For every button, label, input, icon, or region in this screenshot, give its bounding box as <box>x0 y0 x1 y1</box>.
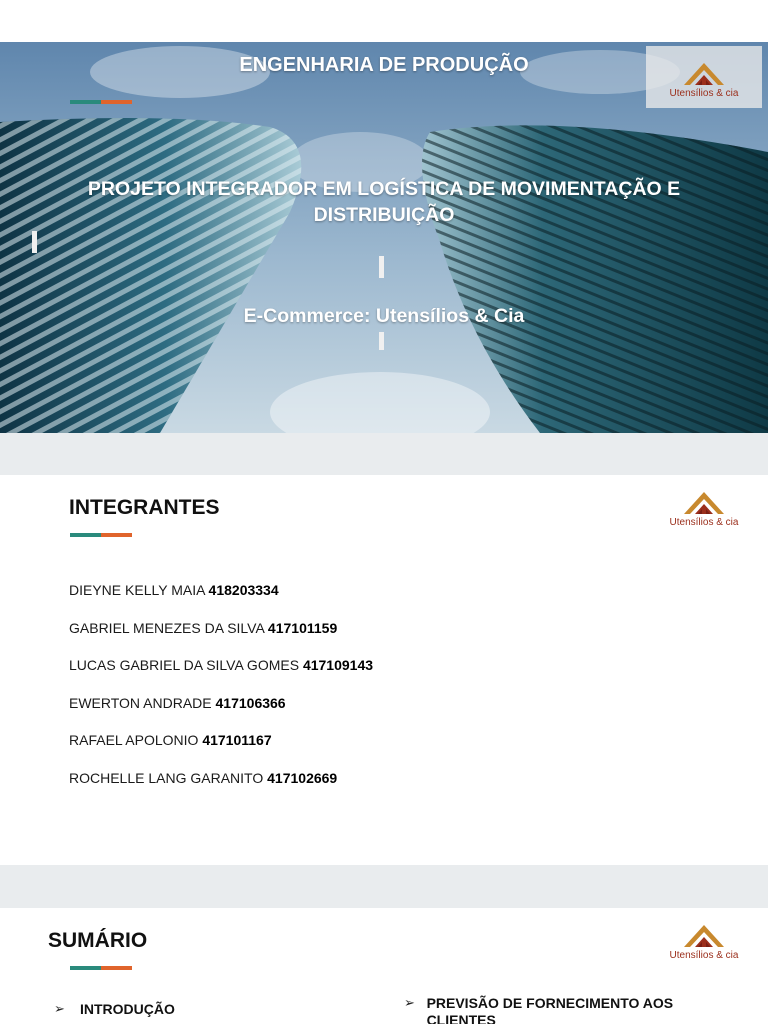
top-margin <box>0 0 768 42</box>
logo-text: Utensílios & cia <box>669 517 739 528</box>
member-name: ROCHELLE LANG GARANITO <box>69 769 264 786</box>
summary-slide <box>0 908 768 1024</box>
roof-logo-icon <box>682 60 726 86</box>
member-id: 417109143 <box>302 657 374 674</box>
decor-tick <box>379 332 384 350</box>
roof-logo-icon <box>682 489 726 515</box>
member-name: GABRIEL MENEZES DA SILVA <box>69 619 265 636</box>
member-name: RAFAEL APOLONIO <box>69 732 199 749</box>
cover-slide <box>0 42 768 433</box>
list-item <box>69 582 373 620</box>
company-logo <box>646 46 762 108</box>
list-item <box>69 770 373 808</box>
roof-logo-icon <box>682 922 726 948</box>
toc-item-introducao[interactable] <box>54 1001 175 1018</box>
member-id: 417102669 <box>267 769 338 786</box>
members-list <box>69 582 373 808</box>
toc-label: INTRODUÇÃO <box>80 1001 175 1017</box>
project-title: PROJETO INTEGRADOR EM LOGÍSTICA DE MOVIMENTAÇÃO E DISTRIBUIÇÃO <box>87 178 681 226</box>
toc-item-previsao[interactable] <box>404 995 704 1024</box>
members-heading: INTEGRANTES <box>69 496 220 519</box>
company-logo <box>646 475 762 537</box>
accent-rule <box>70 100 132 104</box>
logo-text: Utensílios & cia <box>669 950 739 961</box>
course-title: ENGENHARIA DE PRODUÇÃO <box>239 54 529 76</box>
list-item <box>69 620 373 658</box>
accent-rule <box>70 533 132 537</box>
member-id: 417106366 <box>215 694 286 711</box>
toc-label: PREVISÃO DE FORNECIMENTO AOS CLIENTES <box>426 995 674 1024</box>
member-id: 417101159 <box>267 619 338 636</box>
member-id: 418203334 <box>208 582 279 598</box>
members-slide <box>0 475 768 865</box>
member-name: DIEYNE KELLY MAIA <box>69 582 205 598</box>
decor-tick <box>379 256 384 278</box>
member-name: EWERTON ANDRADE <box>69 694 212 711</box>
accent-rule <box>70 966 132 970</box>
company-logo <box>646 908 762 970</box>
logo-text: Utensílios & cia <box>669 88 739 99</box>
member-id: 417101167 <box>202 732 272 749</box>
summary-heading: SUMÁRIO <box>48 929 148 952</box>
list-item <box>69 657 373 695</box>
arrow-bullet-icon: ➢ <box>54 1001 65 1016</box>
arrow-bullet-icon: ➢ <box>404 995 415 1010</box>
project-subtitle: E-Commerce: Utensílios & Cia <box>243 305 525 327</box>
list-item <box>69 695 373 733</box>
list-item <box>69 732 373 770</box>
member-name: LUCAS GABRIEL DA SILVA GOMES <box>69 657 300 674</box>
decor-tick <box>32 231 37 253</box>
